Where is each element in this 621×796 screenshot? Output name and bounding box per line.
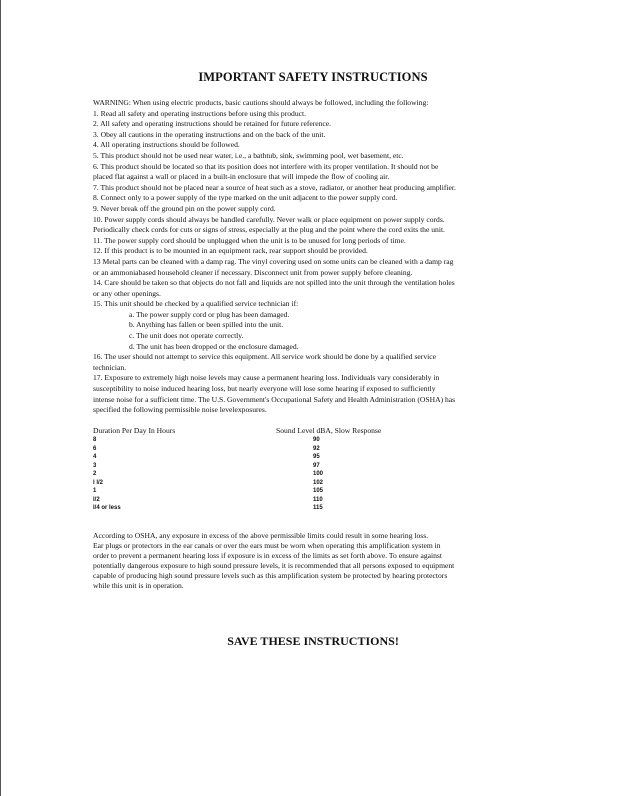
level-cell: 95: [313, 454, 320, 460]
text-line: 15. This unit should be checked by a qualified service technician if:: [93, 299, 299, 309]
page-left-edge: [0, 0, 1, 796]
text-line: 5. This product should not be used near water, i.e., a bathtub, sink, swimming pool, wet basement, etc.: [93, 150, 404, 160]
text-line: 12. If this product is to be mounted in an equipment rack, rear support should be provided.: [93, 246, 368, 256]
table-row: [93, 446, 533, 455]
sub-item: c. The unit does not operate correctly.: [129, 331, 244, 341]
text-line: 7. This product should not be placed near a source of heat such as a stove, radiator, or another heat producing amplifier.: [93, 182, 456, 192]
text-line: 10. Power supply cords should always be handled carefully. Never walk or place equipment on power supply cords.: [93, 214, 445, 224]
instructions-body: [93, 98, 535, 416]
table-header: [93, 426, 533, 437]
table-row: [93, 505, 533, 514]
text-line: 6. This product should be located so that its position does not interfere with its proper ventilation. It should not be: [93, 161, 439, 171]
text-line: 16. The user should not attempt to service this equipment. All service work should be done by a qualified service: [93, 352, 436, 362]
duration-cell: l l/2: [93, 479, 104, 486]
text-line: placed flat against a wall or placed in a built-in enclosure that will impede the flow of cooling air.: [93, 172, 390, 182]
sub-item: a. The power supply cord or plug has been damaged.: [129, 309, 290, 319]
text-line: or any other openings.: [93, 288, 161, 298]
level-cell: 100: [313, 471, 324, 477]
save-instructions-heading: SAVE THESE INSTRUCTIONS!: [227, 634, 399, 648]
table-row: [93, 437, 533, 446]
text-line: capable of producing high sound pressure levels such as this amplification system be protected by hearing protectors: [93, 571, 448, 580]
text-line: 1. Read all safety and operating instructions before using this product.: [93, 108, 306, 118]
text-line: 3. Obey all cautions in the operating instructions and on the back of the unit.: [93, 129, 326, 139]
duration-cell: 2: [93, 471, 97, 477]
text-line: 4. All operating instructions should be followed.: [93, 140, 240, 150]
text-line: 2. All safety and operating instructions should be retained for future reference.: [93, 119, 332, 129]
level-cell: 105: [313, 488, 324, 494]
level-cell: 102: [313, 479, 324, 486]
text-line: intense noise for a sufficient time. The U.S. Government's Occupational Safety and Health Administration (OSHA) has: [93, 394, 456, 404]
level-cell: 110: [313, 496, 323, 503]
text-line: 8. Connect only to a power supply of the type marked on the unit adjacent to the power supply cord.: [93, 193, 398, 203]
text-line: technician.: [93, 362, 127, 372]
level-cell: 115: [313, 505, 323, 511]
duration-cell: 1: [93, 488, 97, 494]
sub-item: b. Anything has fallen or been spilled into the unit.: [129, 320, 284, 330]
duration-cell: 4: [93, 454, 97, 460]
text-line: Ear plugs or protectors in the ear canals or over the ears must be worn when operating this amplification system in: [93, 541, 441, 550]
duration-cell: l/4 or less: [93, 505, 121, 511]
osha-paragraph: [93, 531, 535, 591]
table-row: [93, 497, 533, 506]
duration-cell: 6: [93, 445, 97, 452]
text-line: According to OSHA, any exposure in excess of the above permissible limits could result in some hearing loss.: [93, 531, 429, 540]
text-line: 11. The power supply cord should be unplugged when the unit is to be unused for long periods of time.: [93, 235, 406, 245]
duration-cell: 8: [93, 437, 97, 443]
level-cell: 90: [313, 437, 320, 443]
table-row: [93, 463, 533, 472]
text-line: susceptibility to noise induced hearing loss, but nearly everyone will lose some hearing if exposed to sufficiently: [93, 384, 436, 394]
header-duration: Duration Per Day In Hours: [93, 426, 176, 435]
sub-item: d. The unit has been dropped or the enclosure damaged.: [129, 341, 299, 351]
level-cell: 97: [313, 462, 320, 469]
text-line: 17. Exposure to extremely high noise levels may cause a permanent hearing loss. Individuals vary considerably in: [93, 373, 440, 383]
text-line: potentially dangerous exposure to high sound pressure levels, it is recommended that all persons exposed to equipment: [93, 561, 455, 570]
text-line: 13 Metal parts can be cleaned with a damp rag. The vinyl covering used on some units can be cleaned with a damp rag: [93, 256, 454, 266]
document-title: IMPORTANT SAFETY INSTRUCTIONS: [198, 70, 428, 84]
level-cell: 92: [313, 445, 320, 452]
text-line: WARNING: When using electric products, basic cautions should always be followed, including the following:: [93, 98, 429, 107]
duration-cell: 3: [93, 462, 97, 469]
table-row: [93, 454, 533, 463]
header-sound-level: Sound Level dBA, Slow Response: [276, 426, 382, 435]
text-line: 9. Never break off the ground pin on the power supply cord.: [93, 203, 276, 213]
duration-cell: l/2: [93, 496, 100, 503]
table-row: [93, 480, 533, 489]
text-line: specified the following permissible noise levelexposures.: [93, 405, 267, 415]
text-line: Periodically check cords for cuts or signs of stress, especially at the plug and the point where the cord exits the unit.: [93, 225, 445, 235]
table-row: [93, 488, 533, 497]
text-line: or an ammoniabased household cleaner if necessary. Disconnect unit from power supply before cleaning.: [93, 267, 413, 277]
table-row: [93, 471, 533, 480]
text-line: while this unit is in operation.: [93, 581, 184, 590]
text-line: 14. Care should be taken so that objects do not fall and liquids are not spilled into the unit through the ventilation holes: [93, 278, 455, 288]
noise-exposure-table: [93, 426, 533, 514]
text-line: order to prevent a permanent hearing loss if exposure is in excess of the limits as set forth above. To ensure against: [93, 551, 442, 560]
